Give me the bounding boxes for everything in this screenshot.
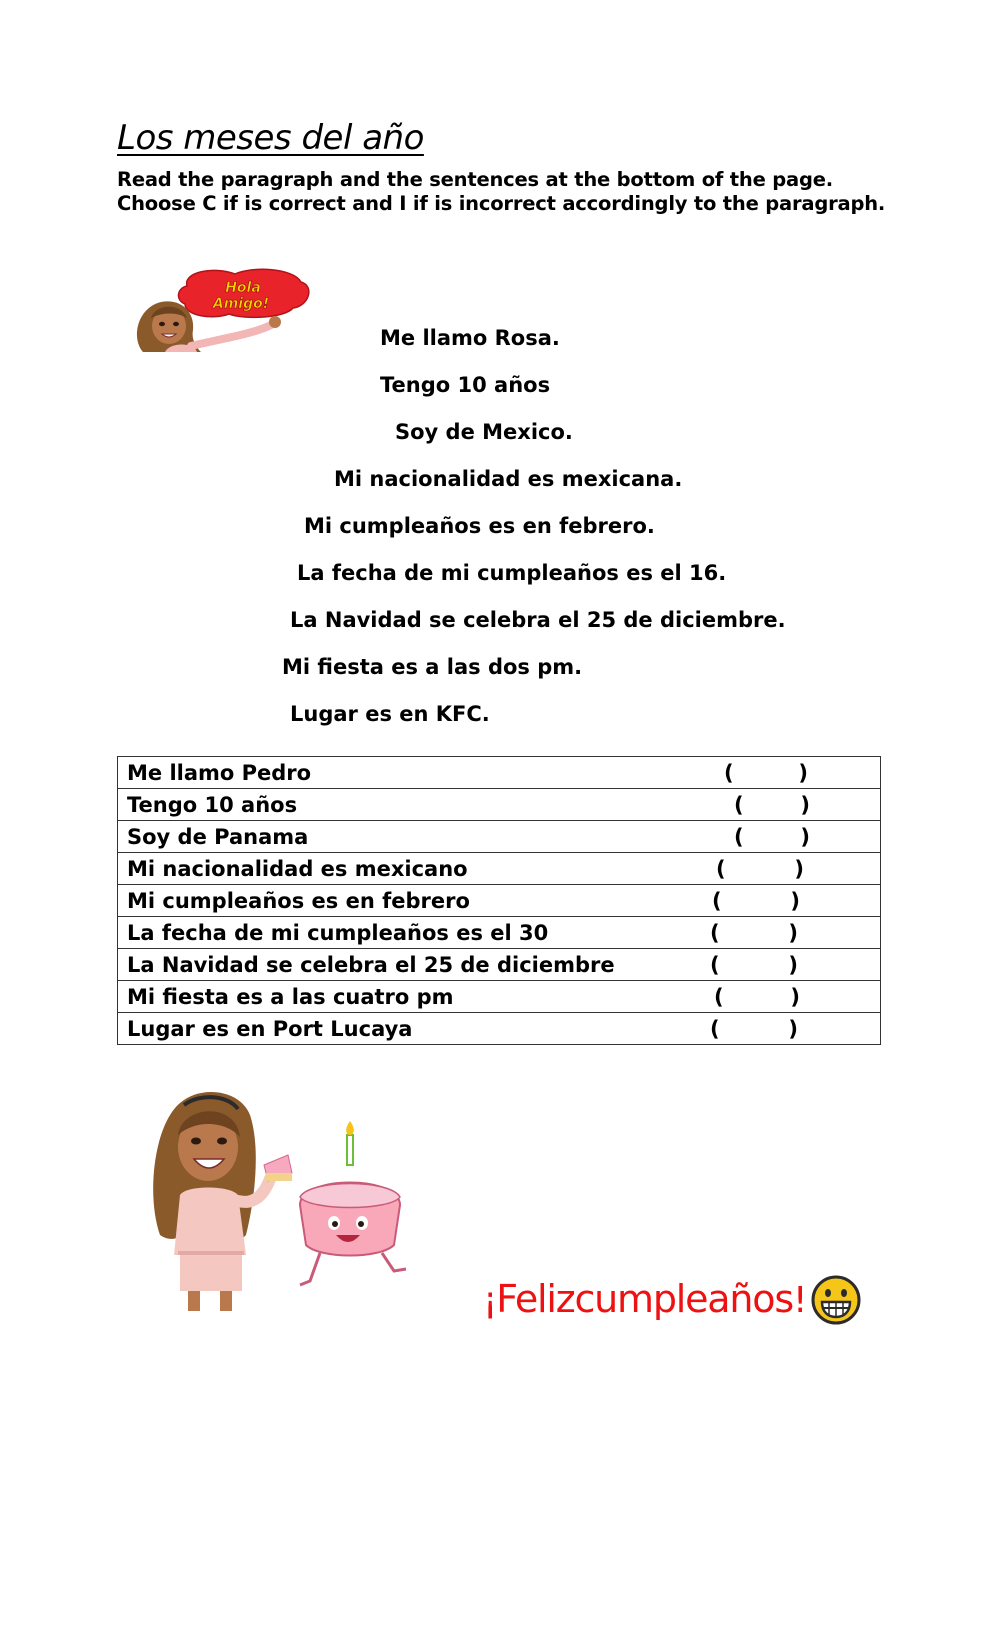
badge-text-hola: Hola <box>225 280 261 296</box>
quiz-cell <box>118 789 881 821</box>
badge-text-amigo: Amigo! <box>212 296 270 312</box>
quiz-row <box>118 1013 881 1045</box>
open-paren: ( <box>734 792 744 817</box>
quiz-cell-content <box>118 789 880 820</box>
quiz-cell <box>118 917 881 949</box>
quiz-cell-content <box>118 757 880 788</box>
birthday-open-mark: ¡ <box>483 1280 497 1321</box>
close-paren: ) <box>794 856 804 881</box>
open-paren: ( <box>710 952 720 977</box>
open-paren: ( <box>710 920 720 945</box>
quiz-cell <box>118 1013 881 1045</box>
answer-slot[interactable] <box>734 789 810 820</box>
open-paren: ( <box>714 984 724 1009</box>
instruction-line-2: Choose C if is correct and I if is incorrect accordingly to the paragraph. <box>117 192 886 215</box>
birthday-greeting <box>483 1277 806 1321</box>
avatar-birthday-cake-icon <box>150 1085 420 1315</box>
quiz-cell-content <box>118 1013 880 1044</box>
quiz-row <box>118 885 881 917</box>
close-paren: ) <box>800 824 810 849</box>
answer-slot[interactable] <box>710 1013 798 1044</box>
quiz-row <box>118 949 881 981</box>
quiz-statement: Mi nacionalidad es mexicano <box>127 856 468 881</box>
quiz-statement: La fecha de mi cumpleaños es el 30 <box>127 920 549 945</box>
quiz-row <box>118 789 881 821</box>
quiz-cell <box>118 757 881 789</box>
quiz-row <box>118 917 881 949</box>
quiz-statement: Me llamo Pedro <box>127 760 312 785</box>
birthday-close-mark: ! <box>792 1280 807 1321</box>
paragraph-line-4: Mi nacionalidad es mexicana. <box>334 467 683 491</box>
paragraph-line-5: Mi cumpleaños es en febrero. <box>304 514 655 538</box>
quiz-row <box>118 853 881 885</box>
close-paren: ) <box>788 920 798 945</box>
quiz-statement: Mi fiesta es a las cuatro pm <box>127 984 454 1009</box>
paragraph-line-6: La fecha de mi cumpleaños es el 16. <box>297 561 727 585</box>
close-paren: ) <box>798 760 808 785</box>
avatar-hola-amigo-icon <box>125 268 320 352</box>
quiz-cell-content <box>118 821 880 852</box>
paragraph-line-1: Me llamo Rosa. <box>380 326 560 350</box>
quiz-cell <box>118 885 881 917</box>
close-paren: ) <box>800 792 810 817</box>
hola-amigo-badge <box>178 269 308 317</box>
quiz-cell-content <box>118 853 880 884</box>
open-paren: ( <box>716 856 726 881</box>
close-paren: ) <box>790 888 800 913</box>
answer-slot[interactable] <box>710 917 798 948</box>
close-paren: ) <box>788 1016 798 1041</box>
open-paren: ( <box>710 1016 720 1041</box>
quiz-table <box>117 756 881 1045</box>
quiz-row <box>118 821 881 853</box>
quiz-cell-content <box>118 917 880 948</box>
answer-slot[interactable] <box>712 885 800 916</box>
quiz-statement: La Navidad se celebra el 25 de diciembre <box>127 952 615 977</box>
paragraph-line-9: Lugar es en KFC. <box>290 702 490 726</box>
paragraph-line-3: Soy de Mexico. <box>395 420 573 444</box>
quiz-cell <box>118 821 881 853</box>
answer-slot[interactable] <box>724 757 808 788</box>
open-paren: ( <box>734 824 744 849</box>
quiz-cell-content <box>118 949 880 980</box>
quiz-cell-content <box>118 981 880 1012</box>
quiz-row <box>118 981 881 1013</box>
quiz-cell <box>118 981 881 1013</box>
quiz-statement: Soy de Panama <box>127 824 309 849</box>
quiz-statement: Lugar es en Port Lucaya <box>127 1016 413 1041</box>
quiz-statement: Tengo 10 años <box>127 792 298 817</box>
answer-slot[interactable] <box>714 981 800 1012</box>
answer-slot[interactable] <box>734 821 810 852</box>
birthday-cake-icon <box>300 1121 406 1285</box>
quiz-cell <box>118 949 881 981</box>
instruction-line-1: Read the paragraph and the sentences at the bottom of the page. <box>117 168 833 191</box>
answer-slot[interactable] <box>710 949 798 980</box>
page-title: Los meses del año <box>117 118 424 158</box>
birthday-greeting-text: Felizcumpleaños <box>496 1277 793 1321</box>
grinning-face-icon <box>810 1274 862 1326</box>
quiz-statement: Mi cumpleaños es en febrero <box>127 888 470 913</box>
quiz-cell-content <box>118 885 880 916</box>
answer-slot[interactable] <box>716 853 804 884</box>
open-paren: ( <box>712 888 722 913</box>
open-paren: ( <box>724 760 734 785</box>
close-paren: ) <box>790 984 800 1009</box>
paragraph-line-8: Mi fiesta es a las dos pm. <box>282 655 583 679</box>
paragraph-line-2: Tengo 10 años <box>380 373 551 397</box>
quiz-cell <box>118 853 881 885</box>
quiz-row <box>118 757 881 789</box>
paragraph-line-7: La Navidad se celebra el 25 de diciembre. <box>290 608 786 632</box>
close-paren: ) <box>788 952 798 977</box>
